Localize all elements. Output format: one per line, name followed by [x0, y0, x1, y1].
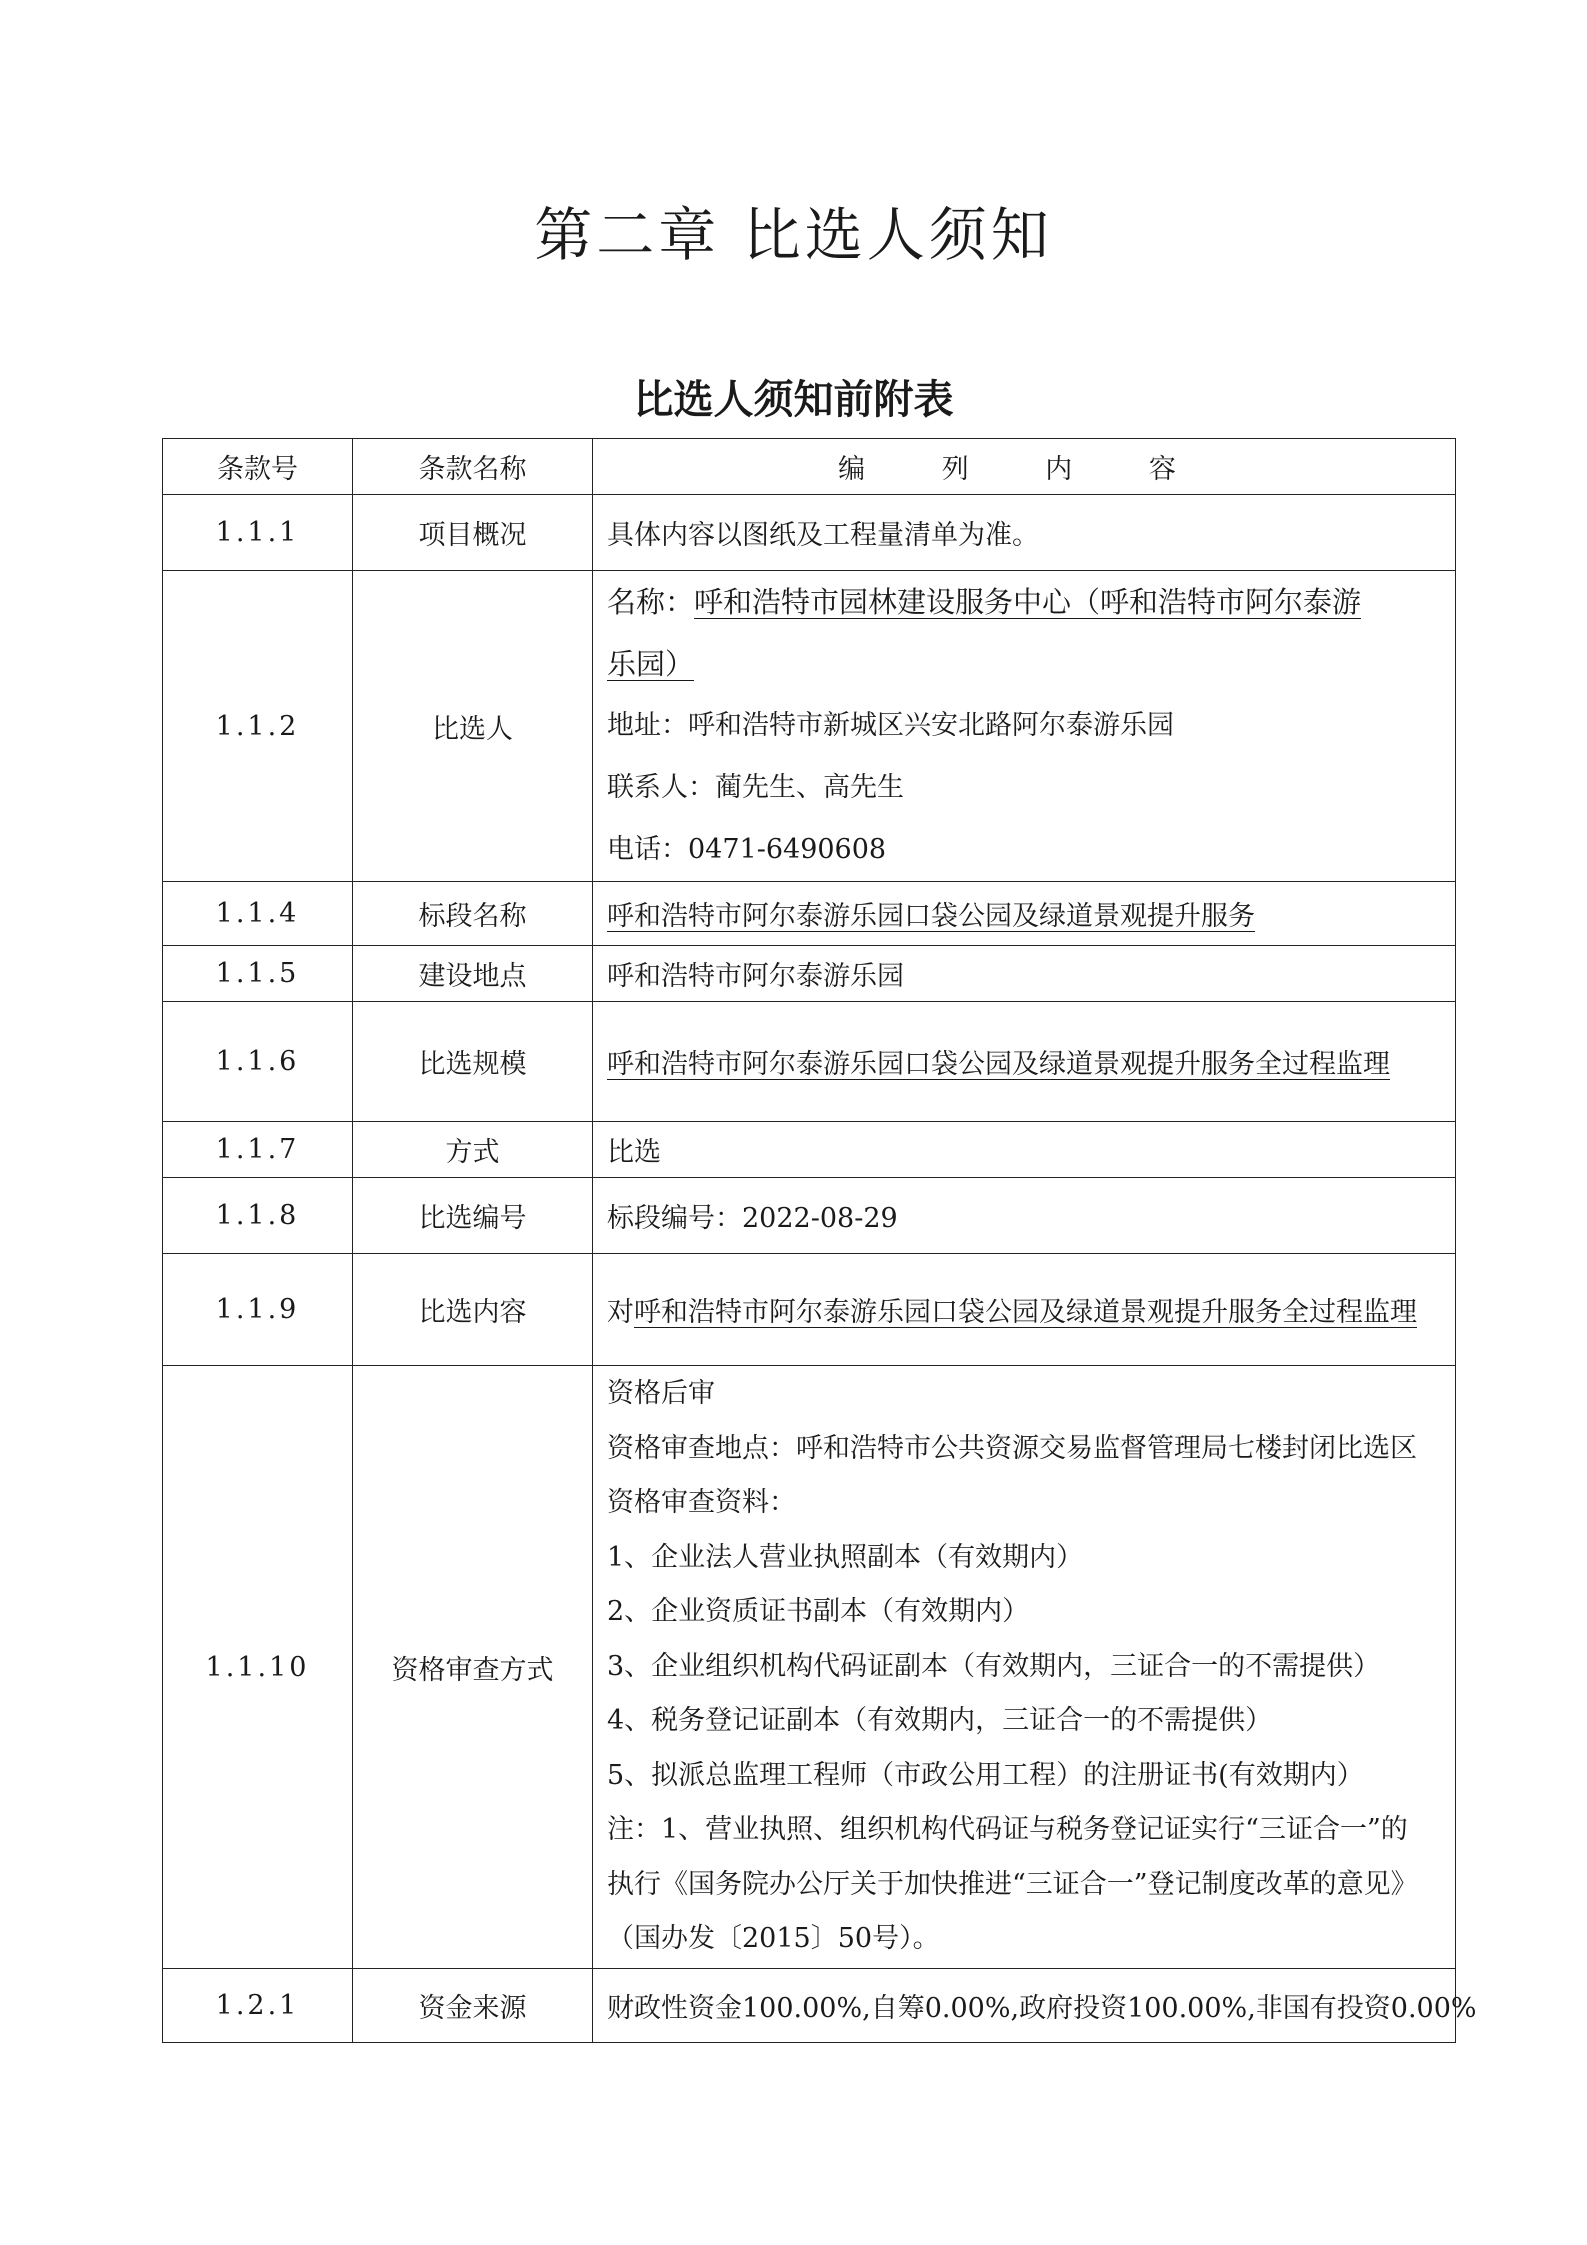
clause-content: 呼和浩特市阿尔泰游乐园口袋公园及绿道景观提升服务全过程监理	[607, 1049, 1390, 1080]
qualification-line: （国办发〔2015〕50号）。	[607, 1923, 940, 1955]
table-row	[163, 1366, 1456, 1969]
clause-content-prefix: 对	[607, 1297, 634, 1328]
clause-number: 1.2.1	[163, 1969, 353, 2043]
table-row	[163, 495, 1456, 571]
clause-content	[593, 1366, 1456, 1969]
clause-name: 比选内容	[353, 1254, 593, 1366]
clause-number: 1.1.9	[163, 1254, 353, 1366]
clause-number: 1.1.1	[163, 495, 353, 571]
qualification-line: 资格后审	[607, 1378, 715, 1410]
clause-number: 1.1.10	[163, 1366, 353, 1969]
table-row	[163, 1002, 1456, 1122]
clause-name: 标段名称	[353, 882, 593, 946]
header-clause-name: 条款名称	[353, 439, 593, 495]
clause-content: 比选	[593, 1122, 1456, 1178]
table-row	[163, 1969, 1456, 2043]
tenderer-contact: 联系人：蔺先生、高先生	[607, 772, 904, 803]
clause-number: 1.1.5	[163, 946, 353, 1002]
tenderer-phone: 电话：0471-6490608	[607, 834, 887, 865]
clause-content: 具体内容以图纸及工程量清单为准。	[593, 495, 1456, 571]
instructions-table	[162, 438, 1477, 2043]
table-row	[163, 882, 1456, 946]
clause-number: 1.1.6	[163, 1002, 353, 1122]
qualification-line: 1、企业法人营业执照副本（有效期内）	[607, 1541, 1084, 1573]
clause-name: 资格审查方式	[353, 1366, 593, 1969]
clause-name: 比选规模	[353, 1002, 593, 1122]
clause-number: 1.1.2	[163, 571, 353, 882]
table-header-row	[163, 439, 1456, 495]
tenderer-name-label: 名称：	[607, 585, 695, 619]
clause-content: 财政性资金100.00%,自筹0.00%,政府投资100.00%,非国有投资0.00%	[593, 1969, 1456, 2043]
clause-content: 呼和浩特市阿尔泰游乐园口袋公园及绿道景观提升服务全过程监理	[634, 1297, 1417, 1328]
table-row	[163, 1178, 1456, 1254]
qualification-line: 资格审查地点：呼和浩特市公共资源交易监督管理局七楼封闭比选区	[607, 1432, 1417, 1464]
header-clause-number: 条款号	[163, 439, 353, 495]
clause-number: 1.1.4	[163, 882, 353, 946]
clause-name: 建设地点	[353, 946, 593, 1002]
qualification-line: 5、拟派总监理工程师（市政公用工程）的注册证书(有效期内）	[607, 1759, 1364, 1791]
clause-number: 1.1.7	[163, 1122, 353, 1178]
clause-content: 标段编号：2022-08-29	[593, 1178, 1456, 1254]
tenderer-name-value: 呼和浩特市园林建设服务中心（呼和浩特市阿尔泰游	[694, 585, 1362, 619]
table-row	[163, 946, 1456, 1002]
qualification-line: 2、企业资质证书副本（有效期内）	[607, 1596, 1030, 1628]
qualification-line: 4、税务登记证副本（有效期内，三证合一的不需提供）	[607, 1705, 1273, 1737]
qualification-line: 执行《国务院办公厅关于加快推进“三证合一”登记制度改革的意见》	[607, 1868, 1418, 1900]
clause-content: 呼和浩特市阿尔泰游乐园	[593, 946, 1456, 1002]
clause-name: 项目概况	[353, 495, 593, 571]
qualification-line: 资格审查资料：	[607, 1487, 796, 1519]
clause-number: 1.1.8	[163, 1178, 353, 1254]
table-row	[163, 1122, 1456, 1178]
tenderer-address: 地址：呼和浩特市新城区兴安北路阿尔泰游乐园	[607, 710, 1174, 741]
chapter-title: 第二章 比选人须知	[534, 201, 1053, 269]
qualification-line: 3、企业组织机构代码证副本（有效期内，三证合一的不需提供）	[607, 1650, 1381, 1682]
clause-content	[593, 571, 1456, 882]
clause-name: 比选编号	[353, 1178, 593, 1254]
clause-name: 资金来源	[353, 1969, 593, 2043]
table-row	[163, 571, 1456, 882]
clause-content: 呼和浩特市阿尔泰游乐园口袋公园及绿道景观提升服务	[607, 901, 1255, 932]
tenderer-name-value-cont: 乐园）	[607, 647, 695, 681]
qualification-line: 注：1、营业执照、组织机构代码证与税务登记证实行“三证合一”的	[607, 1814, 1408, 1846]
table-title: 比选人须知前附表	[633, 376, 954, 423]
clause-name: 方式	[353, 1122, 593, 1178]
table-row	[163, 1254, 1456, 1366]
header-content: 编 列 内 容	[593, 439, 1456, 495]
clause-name: 比选人	[353, 571, 593, 882]
